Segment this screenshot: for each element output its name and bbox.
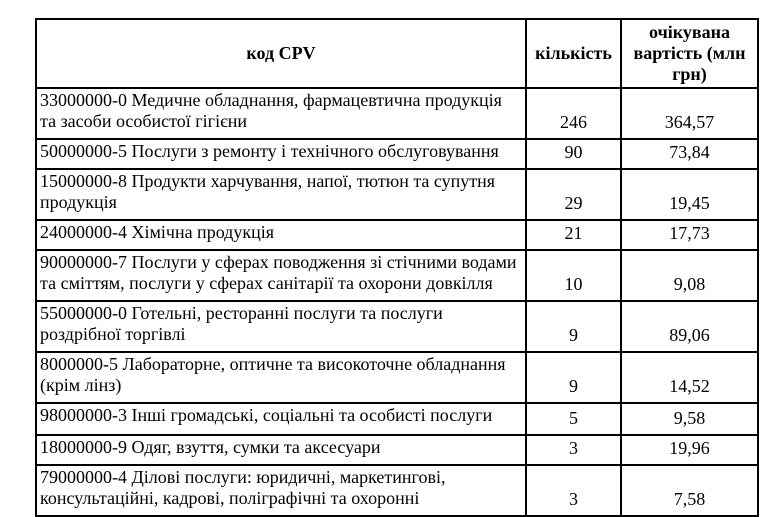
cpv-table (35, 18, 759, 517)
value-cell: 19,96 (621, 435, 758, 465)
cpv-cell: 24000000-4 Хімічна продукція (36, 220, 526, 250)
value-cell: 7,58 (621, 465, 758, 516)
table-row (36, 250, 758, 301)
quantity-cell: 10 (526, 250, 621, 301)
cpv-cell: 79000000-4 Ділові послуги: юридичні, маркетингові, консультаційні, кадрові, поліграфічні та охоронні (36, 465, 526, 516)
table-row (36, 169, 758, 220)
value-cell: 9,58 (621, 403, 758, 435)
cpv-cell: 90000000-7 Послуги у сферах поводження зі стічними водами та сміттям, послуги у сферах санітарії та охорони довкілля (36, 250, 526, 301)
value-cell: 19,45 (621, 169, 758, 220)
quantity-cell: 9 (526, 301, 621, 352)
cpv-cell: 18000000-9 Одяг, взуття, сумки та аксесуари (36, 435, 526, 465)
table-row (36, 301, 758, 352)
cpv-cell: 15000000-8 Продукти харчування, напої, тютюн та супутня продукція (36, 169, 526, 220)
table-row (36, 139, 758, 169)
quantity-cell: 246 (526, 88, 621, 139)
table-row (36, 352, 758, 403)
value-cell: 17,73 (621, 220, 758, 250)
value-cell: 73,84 (621, 139, 758, 169)
table-row (36, 220, 758, 250)
table-row (36, 435, 758, 465)
quantity-cell: 90 (526, 139, 621, 169)
quantity-cell: 3 (526, 435, 621, 465)
cpv-cell: 50000000-5 Послуги з ремонту і технічного обслуговування (36, 139, 526, 169)
value-cell: 89,06 (621, 301, 758, 352)
quantity-cell: 5 (526, 403, 621, 435)
cpv-cell: 98000000-3 Інші громадські, соціальні та особисті послуги (36, 403, 526, 435)
header-expected-value: очікувана вартість (млн грн) (621, 19, 758, 88)
table-row (36, 465, 758, 516)
quantity-cell: 29 (526, 169, 621, 220)
cpv-cell: 55000000-0 Готельні, ресторанні послуги та послуги роздрібної торгівлі (36, 301, 526, 352)
table-row (36, 88, 758, 139)
table-row (36, 403, 758, 435)
cpv-cell: 33000000-0 Медичне обладнання, фармацевтична продукція та засоби особистої гігієни (36, 88, 526, 139)
value-cell: 9,08 (621, 250, 758, 301)
header-quantity: кількість (526, 19, 621, 88)
value-cell: 14,52 (621, 352, 758, 403)
header-row (36, 19, 758, 88)
quantity-cell: 3 (526, 465, 621, 516)
header-cpv-code: код CPV (36, 19, 526, 88)
quantity-cell: 21 (526, 220, 621, 250)
cpv-cell: 8000000-5 Лабораторне, оптичне та високоточне обладнання (крім лінз) (36, 352, 526, 403)
quantity-cell: 9 (526, 352, 621, 403)
value-cell: 364,57 (621, 88, 758, 139)
